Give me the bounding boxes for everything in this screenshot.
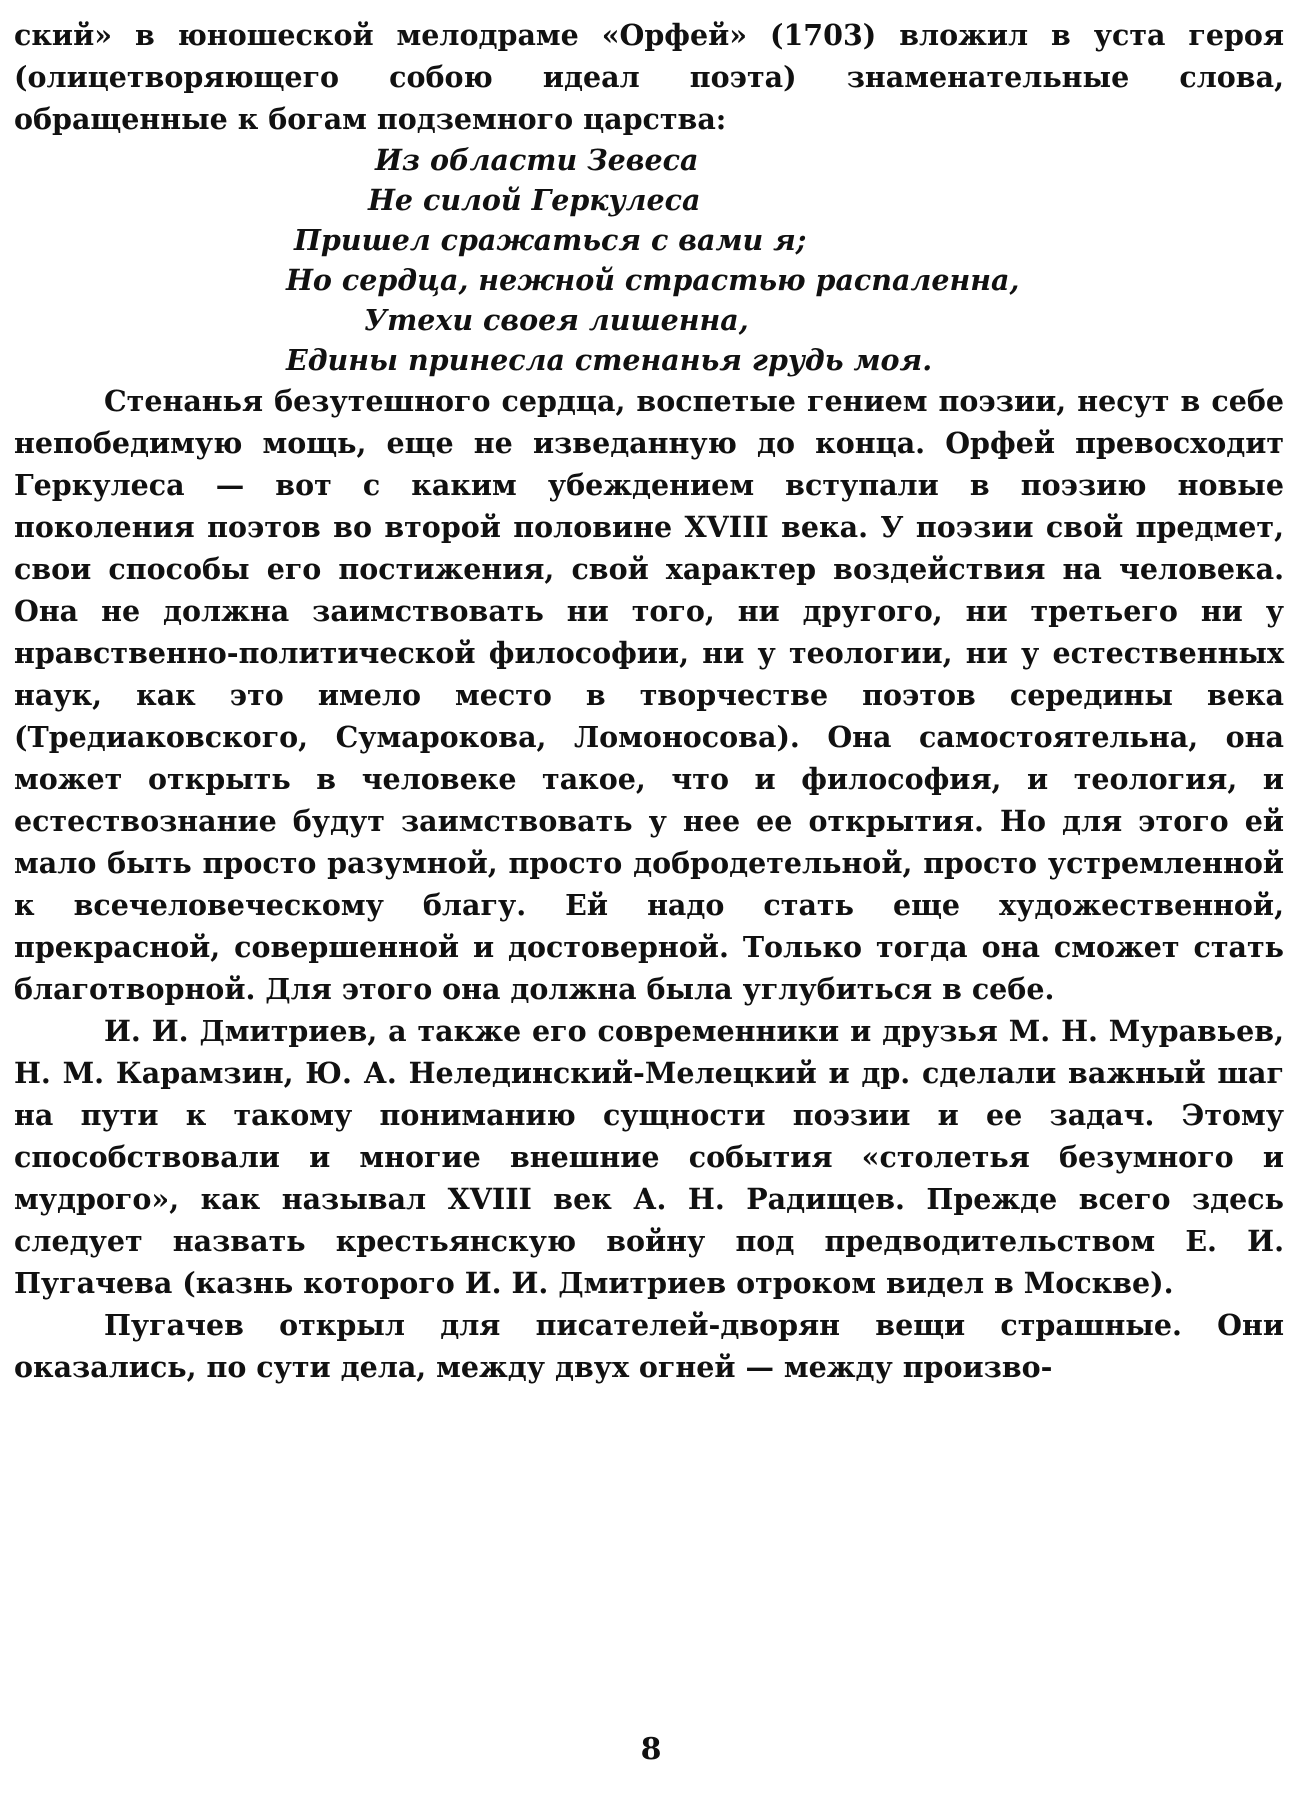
page-number: 8 — [640, 1732, 662, 1767]
body-paragraph: Пугачев открыл для писателей-дворян вещи страшные. Они оказались, по сути дела, между двух огней — между произво- — [14, 1308, 1284, 1384]
poem-quote — [14, 140, 1284, 380]
poem-line: Пришел сражаться с вами я; — [294, 223, 807, 257]
poem-line: Едины принесла стенанья грудь моя. — [286, 343, 933, 377]
body-paragraph: Стенанья безутешного сердца, воспетые гением поэзии, несут в себе непобедимую мощь, еще не изведанную до конца. Орфей превосходит Геркулеса — вот с каким убеждением вступали в поэзию новые поколения поэтов во второй половине XVIII века. У поэзии свой предмет, свои способы его постижения, свой характер воздействия на человека. Она не должна заимствовать ни того, ни другого, ни третьего ни у нравственно-политической философии, ни у теологии, ни у естественных наук, как это имело место в творчестве поэтов середины века (Тредиаковского, Сумарокова, Ломоносова). Она самостоятельна, она может открыть в человеке такое, что и философия, и теология, и естествознание будут заимствовать у нее ее открытия. Но для этого ей мало быть просто разумной, просто добродетельной, просто устремленной к всечеловеческому благу. Ей надо стать еще художественной, прекрасной, совершенной и достоверной. Только тогда она сможет стать благотворной. Для этого она должна была углубиться в себе. — [14, 384, 1284, 1006]
body-paragraph: И. И. Дмитриев, а также его современники и друзья М. Н. Муравьев, Н. М. Карамзин, Ю. А. Нелединский-Мелецкий и др. сделали важный шаг на пути к такому пониманию сущности поэзии и ее задач. Этому способствовали и многие внешние события «столетья безумного и мудрого», как называл XVIII век А. Н. Радищев. Прежде всего здесь следует назвать крестьянскую войну под предводительством Е. И. Пугачева (казнь которого И. И. Дмитриев отроком видел в Москве). — [14, 1014, 1284, 1300]
poem-line: Но сердца, нежной страстью распаленна, — [286, 263, 1020, 297]
intro-paragraph: ский» в юношеской мелодраме «Орфей» (1703) вложил в уста героя (олицетворяющего собою идеал поэта) знаменательные слова, обращенные к богам подземного царства: — [14, 18, 1284, 136]
poem-line: Не силой Геркулеса — [368, 183, 701, 217]
poem-line: Из области Зевеса — [375, 143, 699, 177]
page-body — [14, 14, 1284, 1388]
poem-line: Утехи своея лишенна, — [364, 303, 749, 337]
